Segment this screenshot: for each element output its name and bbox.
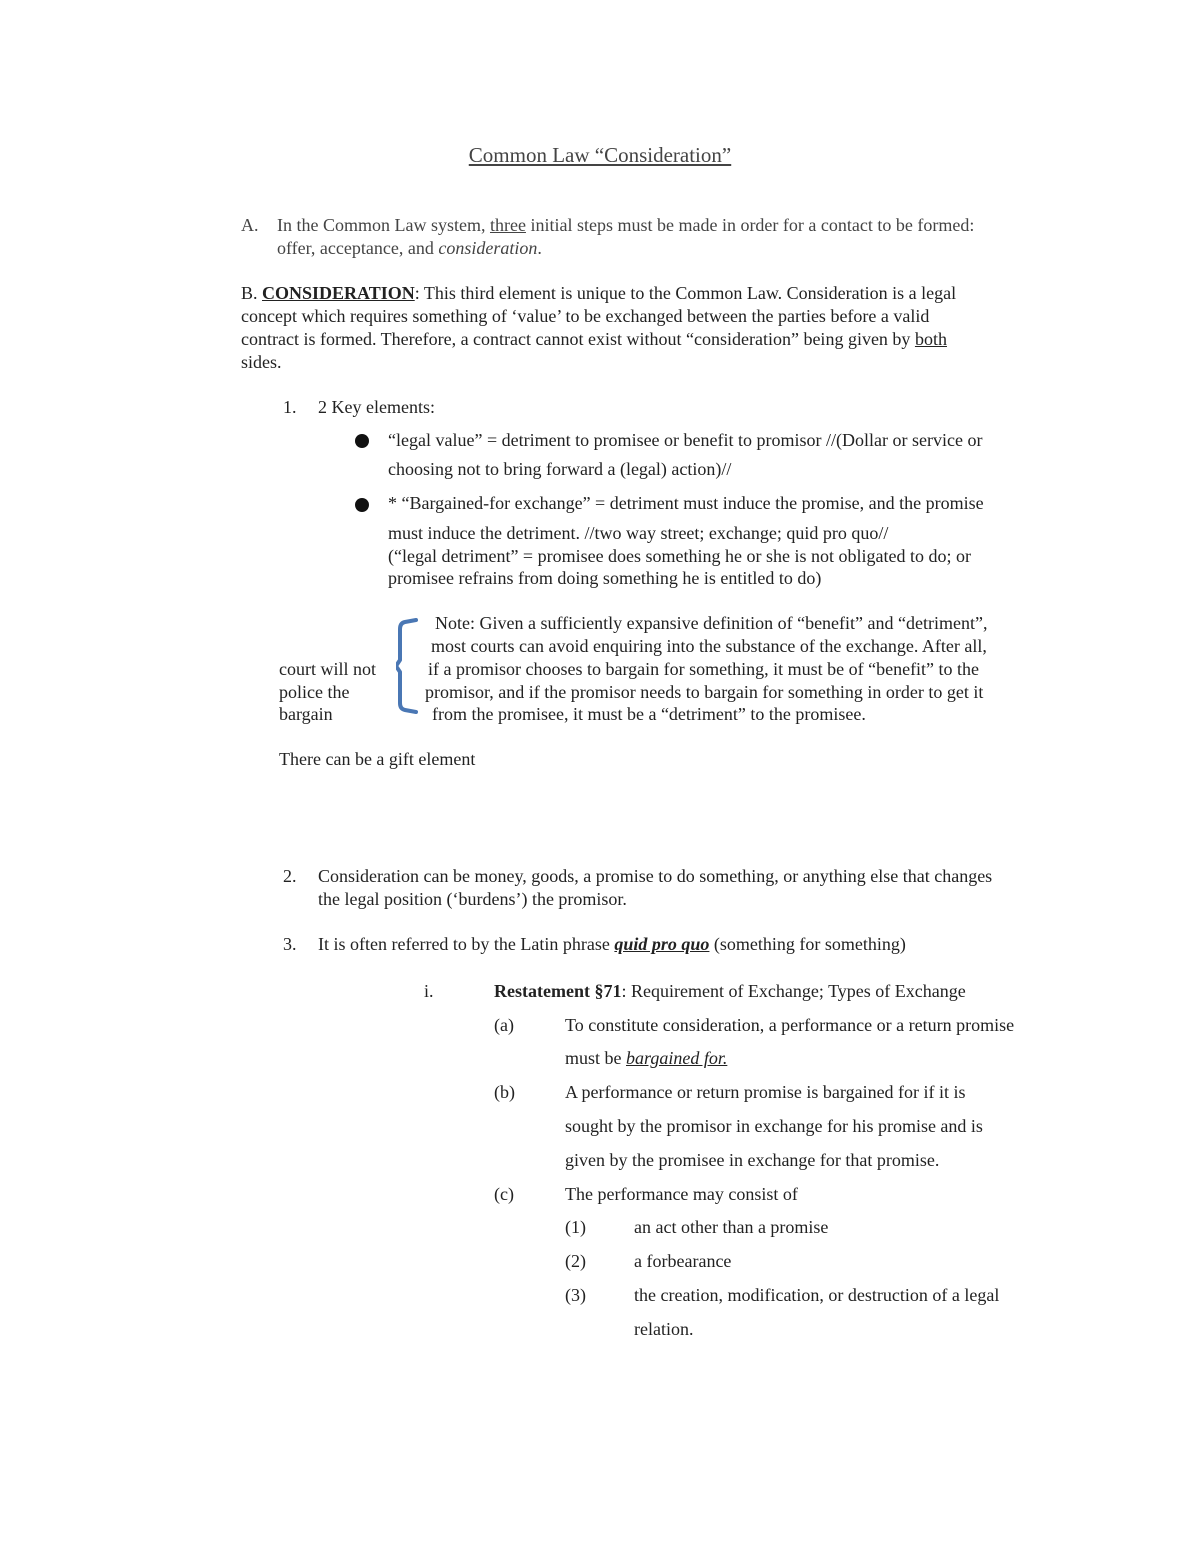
note-line-5: from the promisee, it must be a “detriment” to the promisee. — [432, 704, 866, 724]
item-1-label: 2 Key elements: — [318, 397, 435, 417]
side-note-line-3: bargain — [279, 704, 333, 724]
note-line-3: if a promisor chooses to bargain for something, it must be of “benefit” to the — [428, 659, 980, 679]
subclause-1-text: an act other than a promise — [634, 1217, 829, 1237]
subclause-1-marker: (1) — [565, 1217, 586, 1237]
subclause-3-line-1: the creation, modification, or destruction of a legal — [634, 1285, 1000, 1305]
side-note-line-2: police the — [279, 682, 350, 702]
gift-note: There can be a gift element — [279, 749, 476, 769]
item-2-number: 2. — [283, 866, 297, 886]
clause-b-line-2: sought by the promisor in exchange for his promise and is — [565, 1116, 983, 1136]
restatement-heading: Restatement §71: Requirement of Exchange; Types of Exchange — [494, 981, 966, 1001]
clause-c-marker: (c) — [494, 1184, 514, 1204]
bullet-icon — [355, 498, 369, 512]
section-b-line-1: B. CONSIDERATION: This third element is unique to the Common Law. Consideration is a legal — [241, 283, 957, 303]
page-title: Common Law “Consideration” — [468, 143, 732, 167]
section-b-line-4: sides. — [241, 352, 282, 372]
section-b-line-3: contract is formed. Therefore, a contract cannot exist without “consideration” being given by both — [241, 329, 947, 349]
note-line-1: Note: Given a sufficiently expansive definition of “benefit” and “detriment”, — [435, 613, 988, 633]
bullet-1-line-2: choosing not to bring forward a (legal) action)// — [388, 459, 732, 479]
curly-brace-icon — [396, 617, 420, 715]
bullet-2-line-2: must induce the detriment. //two way street; exchange; quid pro quo// — [388, 523, 889, 543]
side-note-line-1: court will not — [279, 659, 376, 679]
clause-b-marker: (b) — [494, 1082, 515, 1102]
bullet-icon — [355, 434, 369, 448]
section-b-line-2: concept which requires something of ‘value’ to be exchanged between the parties before a valid — [241, 306, 930, 326]
item-2-line-1: Consideration can be money, goods, a promise to do something, or anything else that changes — [318, 866, 993, 886]
note-line-4: promisor, and if the promisor needs to bargain for something in order to get it — [425, 682, 984, 702]
clause-a-line-1: To constitute consideration, a performance or a return promise — [565, 1015, 1015, 1035]
clause-b-line-3: given by the promisee in exchange for that promise. — [565, 1150, 940, 1170]
subclause-2-marker: (2) — [565, 1251, 586, 1271]
consideration-heading: CONSIDERATION — [262, 283, 415, 303]
clause-b-line-1: A performance or return promise is bargained for if it is — [565, 1082, 966, 1102]
restatement-marker: i. — [424, 981, 434, 1001]
clause-a-marker: (a) — [494, 1015, 514, 1035]
item-3-number: 3. — [283, 934, 297, 954]
bullet-2-line-3: (“legal detriment” = promisee does something he or she is not obligated to do; or — [388, 546, 972, 566]
note-line-2: most courts can avoid enquiring into the substance of the exchange. After all, — [431, 636, 987, 656]
subclause-3-marker: (3) — [565, 1285, 586, 1305]
subclause-3-line-2: relation. — [634, 1319, 694, 1339]
clause-c-line-1: The performance may consist of — [565, 1184, 798, 1204]
bullet-2-line-4: promisee refrains from doing something he is entitled to do) — [388, 568, 822, 588]
quid-pro-quo-term: quid pro quo — [614, 934, 710, 954]
section-a-line-1: In the Common Law system, three initial steps must be made in order for a contact to be formed: — [277, 215, 975, 235]
item-1-number: 1. — [283, 397, 297, 417]
item-3-line: It is often referred to by the Latin phrase quid pro quo (something for something) — [318, 934, 906, 954]
section-a-line-2: offer, acceptance, and consideration. — [277, 238, 542, 258]
bullet-1-line-1: “legal value” = detriment to promisee or benefit to promisor //(Dollar or service or — [388, 430, 983, 450]
subclause-2-text: a forbearance — [634, 1251, 732, 1271]
clause-a-line-2: must be bargained for. — [565, 1048, 728, 1068]
section-a-marker: A. — [241, 215, 259, 235]
bullet-2-line-1: * “Bargained-for exchange” = detriment must induce the promise, and the promise — [388, 493, 984, 513]
item-2-line-2: the legal position (‘burdens’) the promisor. — [318, 889, 627, 909]
